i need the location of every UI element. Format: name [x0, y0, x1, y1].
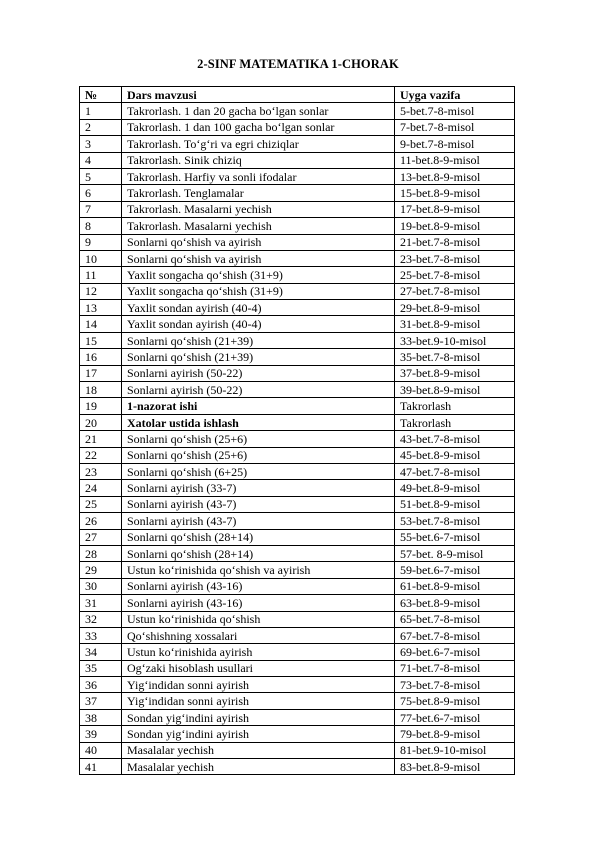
row-number: 25 — [80, 496, 122, 512]
lesson-topic: Yaxlit sondan ayirish (40-4) — [122, 300, 395, 316]
homework: 59-bet.6-7-misol — [395, 562, 515, 578]
table-row — [80, 644, 515, 660]
lesson-plan-table — [79, 86, 515, 775]
lesson-topic: Takrorlash. 1 dan 100 gacha bo‘lgan sonlar — [122, 119, 395, 135]
lesson-topic: Yaxlit sondan ayirish (40-4) — [122, 316, 395, 332]
row-number: 21 — [80, 431, 122, 447]
lesson-topic: Sonlarni qo‘shish (21+39) — [122, 332, 395, 348]
lesson-topic: 1-nazorat ishi — [122, 398, 395, 414]
homework: 61-bet.8-9-misol — [395, 578, 515, 594]
homework: 43-bet.7-8-misol — [395, 431, 515, 447]
lesson-topic: Sonlarni qo‘shish va ayirish — [122, 234, 395, 250]
homework: 63-bet.8-9-misol — [395, 595, 515, 611]
row-number: 32 — [80, 611, 122, 627]
row-number: 30 — [80, 578, 122, 594]
homework: 27-bet.7-8-misol — [395, 283, 515, 299]
row-number: 22 — [80, 447, 122, 463]
row-number: 4 — [80, 152, 122, 168]
table-row — [80, 660, 515, 676]
row-number: 17 — [80, 365, 122, 381]
row-number: 24 — [80, 480, 122, 496]
table-row — [80, 709, 515, 725]
header-homework: Uyga vazifa — [395, 87, 515, 103]
table-row — [80, 595, 515, 611]
lesson-topic: Ustun ko‘rinishida qo‘shish — [122, 611, 395, 627]
homework: 47-bet.7-8-misol — [395, 463, 515, 479]
table-row — [80, 726, 515, 742]
homework: 11-bet.8-9-misol — [395, 152, 515, 168]
table-row — [80, 119, 515, 135]
table-row — [80, 218, 515, 234]
lesson-topic: Xatolar ustida ishlash — [122, 414, 395, 430]
row-number: 12 — [80, 283, 122, 299]
table-row — [80, 185, 515, 201]
row-number: 37 — [80, 693, 122, 709]
lesson-topic: Sonlarni ayirish (43-16) — [122, 578, 395, 594]
lesson-topic: Sonlarni ayirish (50-22) — [122, 365, 395, 381]
homework: 67-bet.7-8-misol — [395, 627, 515, 643]
homework: 53-bet.7-8-misol — [395, 513, 515, 529]
homework: 51-bet.8-9-misol — [395, 496, 515, 512]
lesson-topic: Takrorlash. Masalarni yechish — [122, 218, 395, 234]
lesson-topic: Sonlarni qo‘shish (25+6) — [122, 431, 395, 447]
table-row — [80, 250, 515, 266]
row-number: 10 — [80, 250, 122, 266]
table-row — [80, 742, 515, 758]
row-number: 6 — [80, 185, 122, 201]
row-number: 15 — [80, 332, 122, 348]
row-number: 20 — [80, 414, 122, 430]
table-header-row — [80, 87, 515, 103]
lesson-topic: Og‘zaki hisoblash usullari — [122, 660, 395, 676]
header-number: № — [80, 87, 122, 103]
table-row — [80, 677, 515, 693]
row-number: 31 — [80, 595, 122, 611]
table-row — [80, 152, 515, 168]
table-row — [80, 349, 515, 365]
lesson-topic: Takrorlash. Tenglamalar — [122, 185, 395, 201]
homework: 25-bet.7-8-misol — [395, 267, 515, 283]
table-row — [80, 300, 515, 316]
lesson-topic: Sonlarni qo‘shish (28+14) — [122, 529, 395, 545]
homework: 73-bet.7-8-misol — [395, 677, 515, 693]
table-row — [80, 414, 515, 430]
lesson-topic: Takrorlash. 1 dan 20 gacha bo‘lgan sonlar — [122, 103, 395, 119]
homework: Takrorlash — [395, 398, 515, 414]
table-row — [80, 316, 515, 332]
table-row — [80, 562, 515, 578]
lesson-topic: Yig‘indidan sonni ayirish — [122, 693, 395, 709]
lesson-topic: Yaxlit songacha qo‘shish (31+9) — [122, 283, 395, 299]
homework: 75-bet.8-9-misol — [395, 693, 515, 709]
lesson-topic: Sondan yig‘indini ayirish — [122, 709, 395, 725]
row-number: 35 — [80, 660, 122, 676]
homework: 77-bet.6-7-misol — [395, 709, 515, 725]
row-number: 41 — [80, 759, 122, 775]
homework: 69-bet.6-7-misol — [395, 644, 515, 660]
table-row — [80, 332, 515, 348]
row-number: 33 — [80, 627, 122, 643]
lesson-topic: Sonlarni qo‘shish (25+6) — [122, 447, 395, 463]
homework: 79-bet.8-9-misol — [395, 726, 515, 742]
homework: 83-bet.8-9-misol — [395, 759, 515, 775]
table-row — [80, 693, 515, 709]
lesson-topic: Sondan yig‘indini ayirish — [122, 726, 395, 742]
lesson-topic: Sonlarni ayirish (43-7) — [122, 513, 395, 529]
row-number: 2 — [80, 119, 122, 135]
homework: 9-bet.7-8-misol — [395, 136, 515, 152]
lesson-topic: Sonlarni qo‘shish (21+39) — [122, 349, 395, 365]
table-row — [80, 103, 515, 119]
lesson-topic: Sonlarni ayirish (33-7) — [122, 480, 395, 496]
table-row — [80, 545, 515, 561]
row-number: 19 — [80, 398, 122, 414]
row-number: 3 — [80, 136, 122, 152]
homework: 71-bet.7-8-misol — [395, 660, 515, 676]
homework: 39-bet.8-9-misol — [395, 382, 515, 398]
table-body — [80, 103, 515, 775]
row-number: 23 — [80, 463, 122, 479]
table-row — [80, 578, 515, 594]
row-number: 8 — [80, 218, 122, 234]
homework: 35-bet.7-8-misol — [395, 349, 515, 365]
table-row — [80, 447, 515, 463]
lesson-topic: Ustun ko‘rinishida qo‘shish va ayirish — [122, 562, 395, 578]
table-row — [80, 136, 515, 152]
row-number: 1 — [80, 103, 122, 119]
table-row — [80, 480, 515, 496]
homework: 15-bet.8-9-misol — [395, 185, 515, 201]
table-row — [80, 382, 515, 398]
table-row — [80, 496, 515, 512]
row-number: 36 — [80, 677, 122, 693]
lesson-topic: Takrorlash. Masalarni yechish — [122, 201, 395, 217]
row-number: 28 — [80, 545, 122, 561]
lesson-topic: Yaxlit songacha qo‘shish (31+9) — [122, 267, 395, 283]
lesson-topic: Masalalar yechish — [122, 759, 395, 775]
lesson-topic: Sonlarni qo‘shish (28+14) — [122, 545, 395, 561]
table-row — [80, 431, 515, 447]
table-row — [80, 627, 515, 643]
homework: 31-bet.8-9-misol — [395, 316, 515, 332]
lesson-topic: Takrorlash. Harfiy va sonli ifodalar — [122, 168, 395, 184]
homework: 19-bet.8-9-misol — [395, 218, 515, 234]
table-row — [80, 283, 515, 299]
homework: 55-bet.6-7-misol — [395, 529, 515, 545]
lesson-topic: Takrorlash. Sinik chiziq — [122, 152, 395, 168]
homework: 17-bet.8-9-misol — [395, 201, 515, 217]
table-row — [80, 168, 515, 184]
homework: 33-bet.9-10-misol — [395, 332, 515, 348]
lesson-topic: Yig‘indidan sonni ayirish — [122, 677, 395, 693]
row-number: 5 — [80, 168, 122, 184]
homework: 21-bet.7-8-misol — [395, 234, 515, 250]
homework: 49-bet.8-9-misol — [395, 480, 515, 496]
table-row — [80, 398, 515, 414]
lesson-topic: Qo‘shishning xossalari — [122, 627, 395, 643]
row-number: 27 — [80, 529, 122, 545]
table-row — [80, 513, 515, 529]
row-number: 29 — [80, 562, 122, 578]
row-number: 16 — [80, 349, 122, 365]
homework: 45-bet.8-9-misol — [395, 447, 515, 463]
row-number: 38 — [80, 709, 122, 725]
lesson-topic: Sonlarni qo‘shish (6+25) — [122, 463, 395, 479]
homework: 23-bet.7-8-misol — [395, 250, 515, 266]
table-row — [80, 365, 515, 381]
lesson-topic: Ustun ko‘rinishida ayirish — [122, 644, 395, 660]
table-row — [80, 201, 515, 217]
row-number: 7 — [80, 201, 122, 217]
homework: 5-bet.7-8-misol — [395, 103, 515, 119]
lesson-topic: Sonlarni ayirish (50-22) — [122, 382, 395, 398]
table-row — [80, 267, 515, 283]
table-row — [80, 759, 515, 775]
homework: 81-bet.9-10-misol — [395, 742, 515, 758]
table-row — [80, 529, 515, 545]
homework: 7-bet.7-8-misol — [395, 119, 515, 135]
table-row — [80, 234, 515, 250]
row-number: 26 — [80, 513, 122, 529]
lesson-topic: Sonlarni qo‘shish va ayirish — [122, 250, 395, 266]
header-topic: Dars mavzusi — [122, 87, 395, 103]
homework: 57-bet. 8-9-misol — [395, 545, 515, 561]
row-number: 11 — [80, 267, 122, 283]
homework: 13-bet.8-9-misol — [395, 168, 515, 184]
table-row — [80, 611, 515, 627]
table-row — [80, 463, 515, 479]
lesson-topic: Sonlarni ayirish (43-7) — [122, 496, 395, 512]
row-number: 39 — [80, 726, 122, 742]
row-number: 14 — [80, 316, 122, 332]
homework: 29-bet.8-9-misol — [395, 300, 515, 316]
row-number: 34 — [80, 644, 122, 660]
lesson-topic: Masalalar yechish — [122, 742, 395, 758]
homework: 37-bet.8-9-misol — [395, 365, 515, 381]
homework: 65-bet.7-8-misol — [395, 611, 515, 627]
row-number: 18 — [80, 382, 122, 398]
document-title: 2-SINF MATEMATIKA 1-CHORAK — [197, 57, 399, 71]
row-number: 13 — [80, 300, 122, 316]
lesson-topic: Takrorlash. To‘g‘ri va egri chiziqlar — [122, 136, 395, 152]
homework: Takrorlash — [395, 414, 515, 430]
row-number: 9 — [80, 234, 122, 250]
lesson-topic: Sonlarni ayirish (43-16) — [122, 595, 395, 611]
row-number: 40 — [80, 742, 122, 758]
